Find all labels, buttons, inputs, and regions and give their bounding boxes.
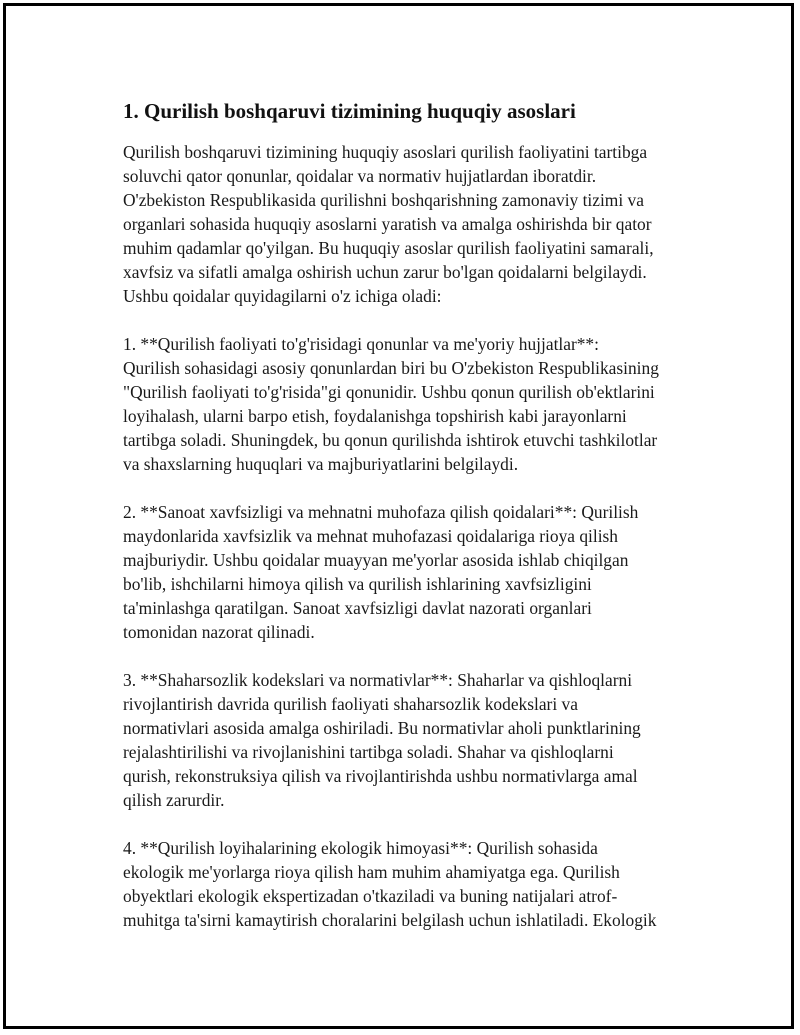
text-line: qilish zarurdir.	[123, 790, 225, 810]
text-line: "Qurilish faoliyati to'g'risida"gi qonunidir. Ushbu qonun qurilish ob'ektlarini	[123, 382, 655, 402]
text-line: obyektlari ekologik ekspertizadan o'tkaziladi va buning natijalari atrof-	[123, 886, 618, 906]
paragraph-intro	[123, 140, 693, 308]
text-line: majburiydir. Ushbu qoidalar muayyan me'yorlar asosida ishlab chiqilgan	[123, 550, 629, 570]
text-line: 4. **Qurilish loyihalarining ekologik himoyasi**: Qurilish sohasida	[123, 838, 598, 858]
text-line: Qurilish sohasidagi asosiy qonunlardan biri bu O'zbekiston Respublikasining	[123, 358, 659, 378]
text-line: maydonlarida xavfsizlik va mehnat muhofazasi qoidalariga rioya qilish	[123, 526, 618, 546]
text-line: qurish, rekonstruksiya qilish va rivojlantirishda ushbu normativlarga amal	[123, 766, 638, 786]
text-line: O'zbekiston Respublikasida qurilishni boshqarishning zamonaviy tizimi va	[123, 190, 644, 210]
text-line: tartibga soladi. Shuningdek, bu qonun qurilishda ishtirok etuvchi tashkilotlar	[123, 430, 658, 450]
text-line: loyihalash, ularni barpo etish, foydalanishga topshirish kabi jarayonlarni	[123, 406, 627, 426]
text-line: 2. **Sanoat xavfsizligi va mehnatni muhofaza qilish qoidalari**: Qurilish	[123, 502, 639, 522]
document-title: 1. Qurilish boshqaruvi tizimining huquqiy asoslari	[123, 99, 576, 123]
text-line: soluvchi qator qonunlar, qoidalar va normativ hujjatlardan iboratdir.	[123, 166, 597, 186]
paragraph-item-1	[123, 332, 693, 476]
text-line: 3. **Shaharsozlik kodekslari va normativlar**: Shaharlar va qishloqlarni	[123, 670, 633, 690]
text-line: Ushbu qoidalar quyidagilarni o'z ichiga oladi:	[123, 286, 442, 306]
text-line: organlari sohasida huquqiy asoslarni yaratish va amalga oshirishda bir qator	[123, 214, 652, 234]
text-line: muhim qadamlar qo'yilgan. Bu huquqiy asoslar qurilish faoliyatini samarali,	[123, 238, 654, 258]
text-line: bo'lib, ishchilarni himoya qilish va qurilish ishlarining xavfsizligini	[123, 574, 592, 594]
page-frame	[3, 3, 794, 1029]
text-line: rivojlantirish davrida qurilish faoliyati shaharsozlik kodekslari va	[123, 694, 578, 714]
paragraph-item-2	[123, 500, 693, 644]
text-line: 1. **Qurilish faoliyati to'g'risidagi qonunlar va me'yoriy hujjatlar**:	[123, 334, 599, 354]
paragraph-item-4	[123, 836, 693, 932]
text-line: muhitga ta'sirni kamaytirish choralarini belgilash uchun ishlatiladi. Ekologik	[123, 910, 657, 930]
text-line: ta'minlashga qaratilgan. Sanoat xavfsizligi davlat nazorati organlari	[123, 598, 592, 618]
text-line: normativlari asosida amalga oshiriladi. Bu normativlar aholi punktlarining	[123, 718, 641, 738]
text-line: va shaxslarning huquqlari va majburiyatlarini belgilaydi.	[123, 454, 519, 474]
text-line: tomonidan nazorat qilinadi.	[123, 622, 315, 642]
text-line: xavfsiz va sifatli amalga oshirish uchun zarur bo'lgan qoidalarni belgilaydi.	[123, 262, 647, 282]
paragraph-item-3	[123, 668, 693, 812]
document-body	[123, 97, 693, 956]
text-line: Qurilish boshqaruvi tizimining huquqiy asoslari qurilish faoliyatini tartibga	[123, 142, 648, 162]
text-line: ekologik me'yorlarga rioya qilish ham muhim ahamiyatga ega. Qurilish	[123, 862, 620, 882]
text-line: rejalashtirilishi va rivojlanishini tartibga soladi. Shahar va qishloqlarni	[123, 742, 614, 762]
